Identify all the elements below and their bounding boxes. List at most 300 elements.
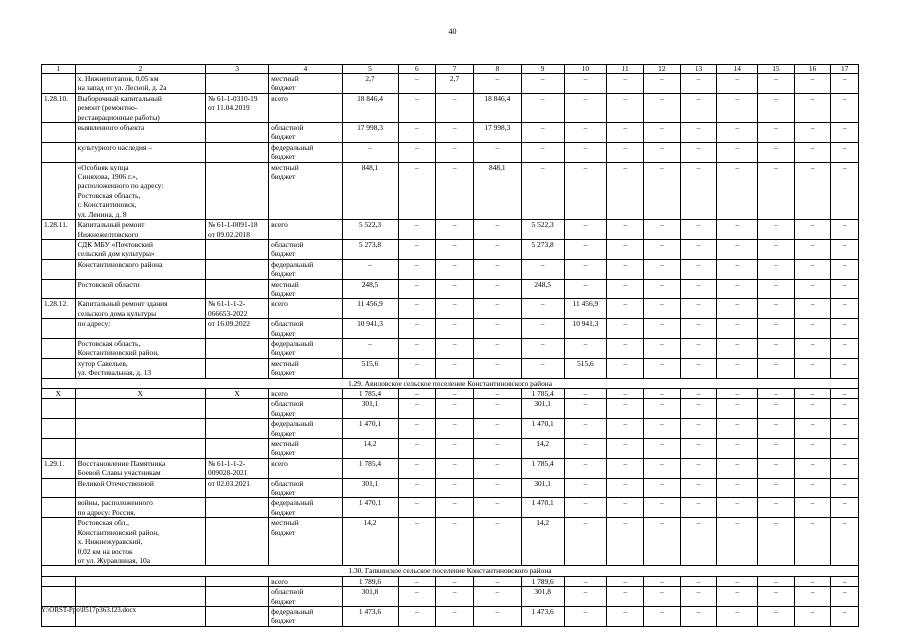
budget-source: федеральный бюджет (269, 338, 342, 358)
table-row (42, 498, 859, 518)
value-col-10: – (564, 162, 607, 219)
table-row (42, 439, 859, 459)
document-number (206, 338, 269, 358)
value-col-11: – (607, 93, 644, 122)
value-col-6: – (398, 419, 436, 439)
value-col-9: 1 789,6 (521, 576, 564, 586)
value-col-6: – (398, 478, 436, 498)
value-col-16: – (794, 338, 831, 358)
value-col-17: – (831, 518, 859, 566)
value-col-9: – (521, 123, 564, 143)
header-col-11: 11 (607, 65, 644, 74)
value-col-10: – (564, 478, 607, 498)
value-col-14: – (717, 419, 758, 439)
value-col-17: – (831, 319, 859, 339)
value-col-7: – (436, 299, 474, 319)
header-col-14: 14 (717, 65, 758, 74)
value-col-17: – (831, 576, 859, 586)
value-col-10: – (564, 498, 607, 518)
value-col-7: – (436, 587, 474, 607)
value-col-11: – (607, 439, 644, 459)
value-col-7: – (436, 389, 474, 399)
item-number: 1.28.11. (42, 220, 76, 240)
budget-source: всего (269, 299, 342, 319)
value-col-10: – (564, 239, 607, 259)
budget-source: всего (269, 93, 342, 122)
value-col-6: – (398, 74, 436, 94)
budget-source: областной бюджет (269, 239, 342, 259)
object-name: Ростовской области (75, 279, 205, 299)
value-col-11: – (607, 389, 644, 399)
document-number: № 61-1-1-2- 009028-2021 (206, 458, 269, 478)
table-row (42, 518, 859, 566)
value-col-16: – (794, 458, 831, 478)
budget-source: федеральный бюджет (269, 419, 342, 439)
table-row (42, 606, 859, 626)
item-number (42, 279, 76, 299)
value-col-14: – (717, 279, 758, 299)
value-col-16: – (794, 319, 831, 339)
item-number (42, 419, 76, 439)
value-col-13: – (680, 259, 717, 279)
value-col-16: – (794, 358, 831, 378)
table-row (42, 587, 859, 607)
table-row (42, 299, 859, 319)
value-col-10: – (564, 399, 607, 419)
value-col-12: – (644, 162, 681, 219)
document-number: Х (206, 389, 269, 399)
item-number (42, 439, 76, 459)
value-col-10: – (564, 518, 607, 566)
section-row (42, 378, 859, 388)
value-col-11: – (607, 458, 644, 478)
budget-source: областной бюджет (269, 123, 342, 143)
budget-source: областной бюджет (269, 319, 342, 339)
value-col-10: – (564, 259, 607, 279)
value-col-15: – (758, 587, 795, 607)
value-col-10: – (564, 123, 607, 143)
value-col-11: – (607, 358, 644, 378)
value-col-15: – (758, 299, 795, 319)
value-col-11: – (607, 338, 644, 358)
value-col-10: – (564, 606, 607, 626)
value-col-5: 515,6 (342, 358, 398, 378)
value-col-15: – (758, 458, 795, 478)
value-col-8: – (473, 74, 521, 94)
value-col-13: – (680, 439, 717, 459)
value-col-10: 515,6 (564, 358, 607, 378)
value-col-10: – (564, 338, 607, 358)
document-number (206, 239, 269, 259)
value-col-15: – (758, 220, 795, 240)
item-number (42, 259, 76, 279)
value-col-5: 5 522,3 (342, 220, 398, 240)
value-col-17: – (831, 498, 859, 518)
value-col-7: – (436, 518, 474, 566)
header-col-13: 13 (680, 65, 717, 74)
document-number: № 61-1-0310-19 от 11.04.2019 (206, 93, 269, 122)
value-col-10: 11 456,9 (564, 299, 607, 319)
value-col-6: – (398, 123, 436, 143)
value-col-5: – (342, 259, 398, 279)
page-number: 40 (448, 27, 457, 36)
value-col-14: – (717, 299, 758, 319)
item-number: Х (42, 389, 76, 399)
value-col-13: – (680, 93, 717, 122)
budget-source: местный бюджет (269, 518, 342, 566)
value-col-15: – (758, 399, 795, 419)
object-name: Х (75, 389, 205, 399)
header-col-2: 2 (75, 65, 205, 74)
object-name: Капитальный ремонт Нижнежелтовского (75, 220, 205, 240)
value-col-9: 248,5 (521, 279, 564, 299)
value-col-11: – (607, 142, 644, 162)
value-col-14: – (717, 606, 758, 626)
item-number (42, 587, 76, 607)
value-col-17: – (831, 439, 859, 459)
value-col-6: – (398, 239, 436, 259)
value-col-11: – (607, 606, 644, 626)
value-col-6: – (398, 299, 436, 319)
value-col-15: – (758, 162, 795, 219)
value-col-6: – (398, 399, 436, 419)
value-col-10: – (564, 458, 607, 478)
value-col-12: – (644, 279, 681, 299)
value-col-14: – (717, 478, 758, 498)
value-col-12: – (644, 93, 681, 122)
value-col-17: – (831, 74, 859, 94)
value-col-15: – (758, 389, 795, 399)
value-col-14: – (717, 338, 758, 358)
value-col-9: – (521, 259, 564, 279)
value-col-8: – (473, 478, 521, 498)
section-title: 1.30. Гапкинское сельское поселение Константиновского района (42, 566, 859, 576)
value-col-11: – (607, 576, 644, 586)
object-name: СДК МБУ «Почтовский сельский дом культуры» (75, 239, 205, 259)
table-row (42, 279, 859, 299)
value-col-12: – (644, 319, 681, 339)
budget-source: местный бюджет (269, 279, 342, 299)
value-col-5: – (342, 142, 398, 162)
value-col-5: 1 789,6 (342, 576, 398, 586)
value-col-17: – (831, 220, 859, 240)
value-col-13: – (680, 239, 717, 259)
value-col-5: 1 470,1 (342, 498, 398, 518)
value-col-5: 14,2 (342, 439, 398, 459)
value-col-12: – (644, 123, 681, 143)
value-col-6: – (398, 498, 436, 518)
table-row (42, 419, 859, 439)
budget-source: всего (269, 220, 342, 240)
value-col-14: – (717, 319, 758, 339)
table-row (42, 93, 859, 122)
value-col-11: – (607, 419, 644, 439)
value-col-9: 301,1 (521, 478, 564, 498)
document-number (206, 606, 269, 626)
value-col-14: – (717, 162, 758, 219)
value-col-10: – (564, 389, 607, 399)
value-col-8: – (473, 606, 521, 626)
value-col-15: – (758, 439, 795, 459)
value-col-5: 301,8 (342, 587, 398, 607)
header-col-6: 6 (398, 65, 436, 74)
value-col-11: – (607, 239, 644, 259)
value-col-14: – (717, 123, 758, 143)
value-col-12: – (644, 299, 681, 319)
header-col-8: 8 (473, 65, 521, 74)
value-col-16: – (794, 498, 831, 518)
value-col-7: – (436, 123, 474, 143)
value-col-16: – (794, 518, 831, 566)
value-col-17: – (831, 93, 859, 122)
value-col-14: – (717, 458, 758, 478)
header-col-7: 7 (436, 65, 474, 74)
value-col-14: – (717, 399, 758, 419)
value-col-15: – (758, 74, 795, 94)
object-name (75, 576, 205, 586)
value-col-6: – (398, 606, 436, 626)
value-col-6: – (398, 389, 436, 399)
section-row (42, 566, 859, 576)
document-number (206, 576, 269, 586)
value-col-7: – (436, 458, 474, 478)
object-name: выявленного объекта (75, 123, 205, 143)
value-col-14: – (717, 389, 758, 399)
value-col-15: – (758, 338, 795, 358)
value-col-7: – (436, 419, 474, 439)
budget-source: федеральный бюджет (269, 606, 342, 626)
value-col-15: – (758, 259, 795, 279)
value-col-10: – (564, 93, 607, 122)
budget-source: местный бюджет (269, 162, 342, 219)
value-col-13: – (680, 587, 717, 607)
header-col-1: 1 (42, 65, 76, 74)
value-col-14: – (717, 239, 758, 259)
budget-source: местный бюджет (269, 74, 342, 94)
value-col-13: – (680, 399, 717, 419)
value-col-16: – (794, 142, 831, 162)
object-name: Восстановление Памятника Боевой Славы участникам (75, 458, 205, 478)
value-col-10: – (564, 576, 607, 586)
value-col-7: – (436, 319, 474, 339)
object-name: Ростовская область, Константиновский район, (75, 338, 205, 358)
table-row (42, 576, 859, 586)
value-col-8: – (473, 259, 521, 279)
value-col-5: 17 998,3 (342, 123, 398, 143)
document-number (206, 279, 269, 299)
value-col-16: – (794, 74, 831, 94)
value-col-6: – (398, 259, 436, 279)
value-col-14: – (717, 587, 758, 607)
value-col-5: 301,1 (342, 478, 398, 498)
value-col-16: – (794, 279, 831, 299)
value-col-13: – (680, 458, 717, 478)
value-col-12: – (644, 338, 681, 358)
document-number (206, 439, 269, 459)
value-col-12: – (644, 239, 681, 259)
value-col-10: – (564, 279, 607, 299)
value-col-16: – (794, 419, 831, 439)
value-col-15: – (758, 606, 795, 626)
object-name (75, 439, 205, 459)
document-number (206, 358, 269, 378)
value-col-15: – (758, 279, 795, 299)
value-col-5: 18 846,4 (342, 93, 398, 122)
value-col-11: – (607, 123, 644, 143)
table-row (42, 399, 859, 419)
value-col-5: – (342, 338, 398, 358)
object-name (75, 587, 205, 607)
value-col-8: – (473, 338, 521, 358)
value-col-17: – (831, 259, 859, 279)
value-col-11: – (607, 319, 644, 339)
object-name: культурного наследия – (75, 142, 205, 162)
value-col-9: 1 473,6 (521, 606, 564, 626)
value-col-16: – (794, 220, 831, 240)
value-col-7: – (436, 162, 474, 219)
table-row (42, 478, 859, 498)
value-col-13: – (680, 576, 717, 586)
value-col-9: 1 785,4 (521, 389, 564, 399)
value-col-9: – (521, 142, 564, 162)
value-col-17: – (831, 279, 859, 299)
object-name: войны, расположенного по адресу: Россия, (75, 498, 205, 518)
value-col-6: – (398, 279, 436, 299)
value-col-14: – (717, 576, 758, 586)
section-title: 1.29. Авиловское сельское поселение Константиновского района (42, 378, 859, 388)
value-col-7: – (436, 279, 474, 299)
value-col-10: – (564, 142, 607, 162)
value-col-12: – (644, 259, 681, 279)
value-col-12: – (644, 576, 681, 586)
value-col-5: 1 473,6 (342, 606, 398, 626)
document-number: от 02.03.2021 (206, 478, 269, 498)
value-col-12: – (644, 498, 681, 518)
value-col-12: – (644, 419, 681, 439)
value-col-14: – (717, 74, 758, 94)
value-col-5: 10 941,3 (342, 319, 398, 339)
item-number (42, 162, 76, 219)
value-col-5: 1 785,4 (342, 389, 398, 399)
value-col-15: – (758, 478, 795, 498)
value-col-8: – (473, 399, 521, 419)
value-col-16: – (794, 439, 831, 459)
value-col-16: – (794, 606, 831, 626)
value-col-6: – (398, 338, 436, 358)
value-col-12: – (644, 389, 681, 399)
value-col-7: – (436, 259, 474, 279)
value-col-16: – (794, 123, 831, 143)
value-col-14: – (717, 358, 758, 378)
value-col-11: – (607, 587, 644, 607)
value-col-6: – (398, 93, 436, 122)
item-number (42, 74, 76, 94)
value-col-11: – (607, 518, 644, 566)
document-number (206, 518, 269, 566)
value-col-9: 5 522,3 (521, 220, 564, 240)
table-row (42, 458, 859, 478)
value-col-7: – (436, 399, 474, 419)
document-number (206, 419, 269, 439)
item-number (42, 123, 76, 143)
value-col-5: 301,1 (342, 399, 398, 419)
value-col-9: 1 470,1 (521, 419, 564, 439)
value-col-9: 1 785,4 (521, 458, 564, 478)
header-col-5: 5 (342, 65, 398, 74)
value-col-16: – (794, 576, 831, 586)
value-col-11: – (607, 279, 644, 299)
value-col-12: – (644, 142, 681, 162)
value-col-11: – (607, 478, 644, 498)
value-col-7: – (436, 220, 474, 240)
value-col-17: – (831, 478, 859, 498)
value-col-9: – (521, 74, 564, 94)
value-col-6: – (398, 518, 436, 566)
header-col-10: 10 (564, 65, 607, 74)
value-col-8: – (473, 142, 521, 162)
value-col-13: – (680, 220, 717, 240)
item-number: 1.29.1. (42, 458, 76, 478)
value-col-9: – (521, 299, 564, 319)
value-col-17: – (831, 606, 859, 626)
value-col-17: – (831, 399, 859, 419)
value-col-12: – (644, 358, 681, 378)
value-col-5: 14,2 (342, 518, 398, 566)
value-col-15: – (758, 93, 795, 122)
value-col-13: – (680, 162, 717, 219)
budget-source: федеральный бюджет (269, 142, 342, 162)
value-col-15: – (758, 576, 795, 586)
value-col-7: – (436, 439, 474, 459)
value-col-16: – (794, 162, 831, 219)
object-name: Выборочный капитальный ремонт (ремонтно- реставрационные работы) (75, 93, 205, 122)
value-col-13: – (680, 142, 717, 162)
value-col-8: – (473, 299, 521, 319)
document-number (206, 399, 269, 419)
header-col-16: 16 (794, 65, 831, 74)
value-col-5: 1 785,4 (342, 458, 398, 478)
object-name (75, 419, 205, 439)
value-col-16: – (794, 478, 831, 498)
item-number (42, 338, 76, 358)
value-col-12: – (644, 478, 681, 498)
value-col-17: – (831, 239, 859, 259)
value-col-5: 11 456,9 (342, 299, 398, 319)
value-col-10: – (564, 419, 607, 439)
document-number: № 61-1-0091-18 от 09.02.2018 (206, 220, 269, 240)
value-col-13: – (680, 389, 717, 399)
object-name: Капитальный ремонт здания сельского дома культуры (75, 299, 205, 319)
table-row (42, 259, 859, 279)
value-col-11: – (607, 498, 644, 518)
table-row (42, 142, 859, 162)
value-col-13: – (680, 478, 717, 498)
value-col-9: – (521, 338, 564, 358)
value-col-5: 5 273,8 (342, 239, 398, 259)
value-col-9: 14,2 (521, 518, 564, 566)
value-col-8: – (473, 319, 521, 339)
value-col-11: – (607, 299, 644, 319)
value-col-15: – (758, 358, 795, 378)
footer-path: Y:\ORST-Ppo\0517p363.f23.docx (41, 606, 137, 614)
value-col-13: – (680, 299, 717, 319)
value-col-9: – (521, 93, 564, 122)
value-col-11: – (607, 162, 644, 219)
value-col-7: – (436, 93, 474, 122)
table-row (42, 123, 859, 143)
item-number (42, 399, 76, 419)
value-col-6: – (398, 458, 436, 478)
